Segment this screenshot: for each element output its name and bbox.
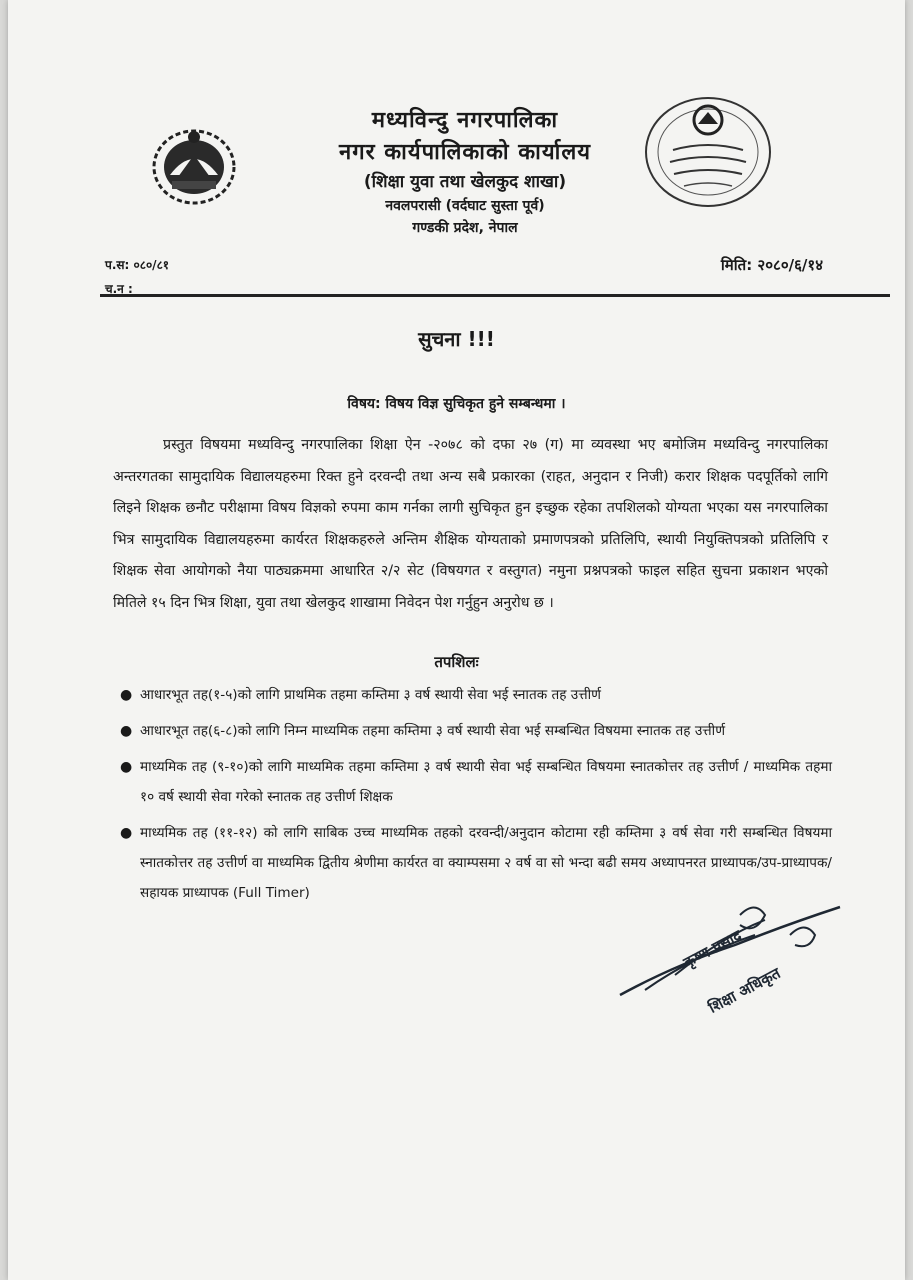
municipality-name: मध्यविन्दु नगरपालिका [371,108,559,133]
header-divider [100,294,890,297]
list-item: ● आधारभूत तह(६-८)को लागि निम्न माध्यमिक तहमा कम्तिमा ३ वर्ष स्थायी सेवा भई सम्बन्धित विषयमा स्नातक तह उत्तीर्ण [120,716,832,746]
list-item: ● माध्यमिक तह (११-१२) को लागि साबिक उच्च माध्यमिक तहको दरवन्दी/अनुदान कोटामा रही कम्तिमा ३ वर्ष सेवा गरी सम्बन्धित विषयमा स्नातकोत्तर तह उत्तीर्ण वा माध्यमिक द्वितीय श्रेणीमा कार्यरत वा क्याम्पसमा २ वर्ष वा सो भन्दा बढी समय अध्यापनरत प्राध्यापक/उप-प्राध्यापक/सहायक प्राध्यापक (Full Timer) [120,818,832,908]
bullet-icon: ● [120,759,133,775]
signature-icon [615,895,850,1045]
list-item: ● माध्यमिक तह (९-१०)को लागि माध्यमिक तहमा कम्तिमा ३ वर्ष स्थायी सेवा भई सम्बन्धित विषयमा स्नातकोत्तर तह उत्तीर्ण / माध्यमिक तहमा १० वर्ष स्थायी सेवा गरेको स्नातक तह उत्तीर्ण शिक्षक [120,752,832,812]
dispatch-number: च.न : [105,282,133,296]
nepal-emblem-icon [148,125,240,207]
section-name: (शिक्षा युवा तथा खेलकुद शाखा) [363,172,567,192]
office-name: नगर कार्यपालिकाको कार्यालय [339,140,591,165]
office-header [250,105,680,239]
letter-number: प.स: ०८०/८१ [105,258,170,272]
bullet-icon: ● [120,825,133,841]
details-heading: तपशिलः [434,653,479,671]
office-address: नवलपरासी (वर्दघाट सुस्ता पूर्व) [385,198,545,214]
signatory-name: कृष्ण प्रसाद [680,926,745,972]
qualification-list [120,680,832,914]
letter-date: मिति: २०८०/६/१४ [720,256,823,274]
signatory-title: शिक्षा अधिकृत [705,963,784,1017]
list-item: ● आधारभूत तह(१-५)को लागि प्राथमिक तहमा कम्तिमा ३ वर्ष स्थायी सेवा भई स्नातक तह उत्तीर्ण [120,680,832,710]
notice-title: सुचना !!! [418,327,495,351]
bullet-icon: ● [120,723,133,739]
province-country: गण्डकी प्रदेश, नेपाल [412,220,518,236]
body-paragraph: प्रस्तुत विषयमा मध्यविन्दु नगरपालिका शिक्षा ऐन -२०७८ को दफा २७ (ग) मा व्यवस्था भए बमोजिम मध्यविन्दु नगरपालिका अन्तरगतका सामुदायिक विद्यालयहरुमा रिक्त हुने दरवन्दी तथा अन्य सबै प्रकारका (राहत, अनुदान र निजी) करार शिक्षक पदपूर्तिको लागि लिइने शिक्षक छनौट परीक्षामा विषय विज्ञको रुपमा काम गर्नका लागी सुचिकृत हुन इच्छुक रहेका तपशिलको योग्यता भएका यस नगरपालिका भित्र सामुदायिक विद्यालयहरुमा कार्यरत शिक्षकहरुले अन्तिम शैक्षिक योग्यताको प्रमाणपत्रको प्रतिलिपि, स्थायी नियुक्तिपत्रको प्रतिलिपि र शिक्षक सेवा आयोगको नैया पाठ्यक्रममा आधारित २/२ सेट (विषयगत र वस्तुगत) नमुना प्रश्नपत्रको फाइल सहित सुचना प्रकाशन भएको मितिले १५ दिन भित्र शिक्षा, युवा तथा खेलकुद शाखामा निवेदन पेश गर्नुहुन अनुरोध छ । [113,437,828,611]
bullet-icon: ● [120,687,133,703]
subject-line: विषय: विषय विज्ञ सुचिकृत हुने सम्बन्धमा । [347,396,566,412]
